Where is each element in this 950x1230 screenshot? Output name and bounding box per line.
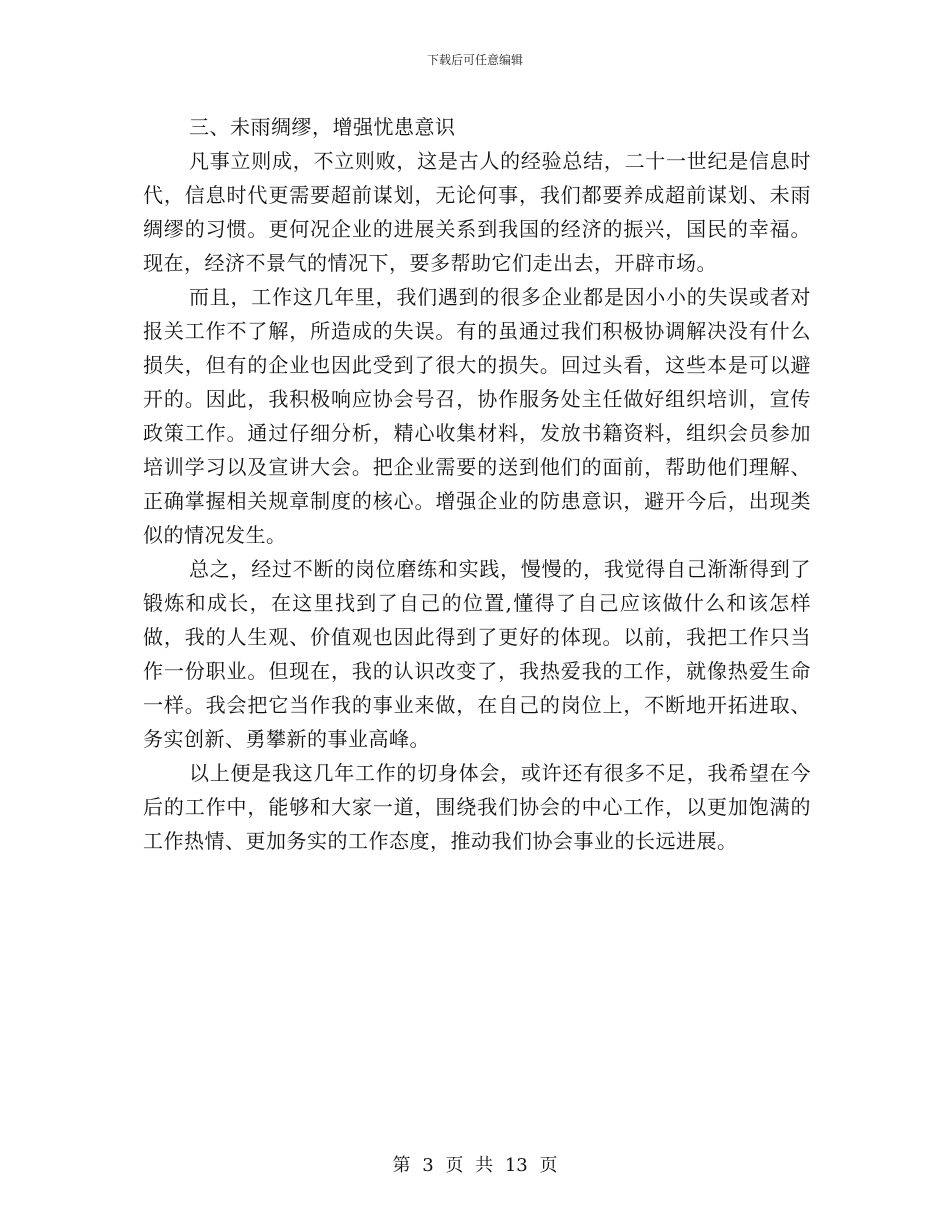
page-number: 第 3 页 共 13 页 (392, 1155, 558, 1176)
paragraph: 总之，经过不断的岗位磨练和实践，慢慢的，我觉得自己渐渐得到了锻炼和成长，在这里找到了自己的位置,懂得了自己应该做什么和该怎样做，我的人生观、价值观也因此得到了更好的体现。以前，我把工作只当作一份职业。但现在，我的认识改变了，我热爱我的工作，就像热爱生命一样。我会把它当作我的事业来做，在自己的岗位上，不断地开拓进取、务实创新、勇攀新的事业高峰。 (143, 557, 811, 751)
paragraph: 凡事立则成，不立则败，这是古人的经验总结，二十一世纪是信息时代，信息时代更需要超前谋划，无论何事，我们都要养成超前谋划、未雨绸缪的习惯。更何况企业的进展关系到我国的经济的振兴，国民的幸福。现在，经济不景气的情况下，要多帮助它们走出去，开辟市场。 (143, 149, 811, 275)
header-note: 下载后可任意编辑 (426, 53, 523, 67)
paragraph: 以上便是我这几年工作的切身体会，或许还有很多不足，我希望在今后的工作中，能够和大家一道，围绕我们协会的中心工作，以更加饱满的工作热情、更加务实的工作态度，推动我们协会事业的长远进展。 (143, 761, 811, 853)
section-heading: 三、未雨绸缪，增强忧患意识 (189, 115, 456, 139)
paragraph: 而且，工作这几年里，我们遇到的很多企业都是因小小的失误或者对报关工作不了解，所造成的失误。有的虽通过我们积极协调解决没有什么损失，但有的企业也因此受到了很大的损失。回过头看，这些本是可以避开的。因此，我积极响应协会号召，协作服务处主任做好组织培训，宣传政策工作。通过仔细分析，精心收集材料，发放书籍资料，组织会员参加培训学习以及宣讲大会。把企业需要的送到他们的面前，帮助他们理解、正确掌握相关规章制度的核心。增强企业的防患意识，避开今后，出现类似的情况发生。 (143, 285, 811, 547)
document-body (143, 110, 811, 858)
